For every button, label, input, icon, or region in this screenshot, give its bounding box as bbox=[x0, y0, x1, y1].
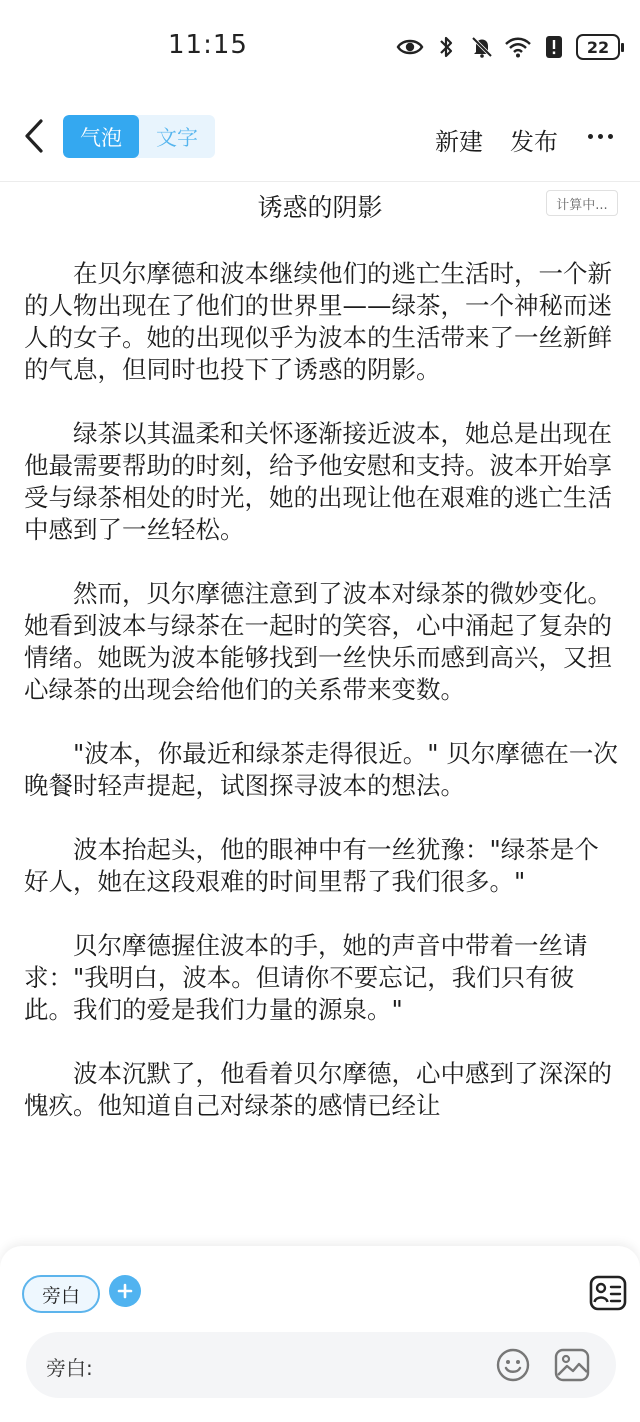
image-icon bbox=[554, 1348, 590, 1382]
bell-muted-icon bbox=[468, 33, 496, 61]
new-button[interactable]: 新建 bbox=[435, 128, 483, 156]
status-icons bbox=[396, 32, 620, 62]
cast-list-button[interactable] bbox=[588, 1274, 628, 1312]
status-time: 11:15 bbox=[168, 30, 248, 60]
paragraph: 波本沉默了，他看着贝尔摩德，心中感到了深深的愧疚。他知道自己对绿茶的感情已经让 bbox=[24, 1059, 612, 1120]
cast-list-icon bbox=[589, 1275, 627, 1311]
plus-icon bbox=[117, 1283, 133, 1299]
input-role-label: 旁白: bbox=[46, 1356, 93, 1380]
tab-text[interactable]: 文字 bbox=[156, 125, 198, 150]
paragraph: 绿茶以其温柔和关怀逐渐接近波本，她总是出现在他最需要帮助的时刻，给予他安慰和支持。波本开始享受与绿茶相处的时光，她的出现让他在艰难的逃亡生活中感到了一丝轻松。 bbox=[24, 419, 612, 544]
top-toolbar bbox=[0, 96, 640, 182]
tab-bubble[interactable]: 气泡 bbox=[63, 115, 139, 158]
more-horizontal-icon[interactable] bbox=[584, 120, 616, 152]
alert-icon bbox=[540, 33, 568, 61]
paragraph: 波本抬起头，他的眼神中有一丝犹豫："绿茶是个好人，她在这段艰难的时间里帮了我们很多。" bbox=[24, 835, 599, 896]
battery-level: 22 bbox=[586, 37, 610, 57]
page-title: 诱惑的阴影 bbox=[257, 193, 383, 222]
paragraph: 在贝尔摩德和波本继续他们的逃亡生活时，一个新的人物出现在了他们的世界里——绿茶，一个神秘而迷人的女子。她的出现似乎为波本的生活带来了一丝新鲜的气息，但同时也投下了诱惑的阴影。 bbox=[24, 259, 612, 384]
back-button[interactable] bbox=[14, 116, 54, 156]
smiley-icon bbox=[496, 1348, 530, 1382]
wifi-icon bbox=[504, 33, 532, 61]
image-button[interactable] bbox=[553, 1347, 591, 1383]
paragraph: 贝尔摩德握住波本的手，她的声音中带着一丝请求："我明白，波本。但请你不要忘记，我们只有彼此。我们的爱是我们力量的源泉。" bbox=[24, 931, 588, 1024]
bluetooth-icon bbox=[432, 33, 460, 61]
status-badge: 计算中... bbox=[546, 190, 618, 216]
composer-panel bbox=[0, 1246, 640, 1422]
mode-tabs bbox=[63, 115, 215, 158]
story-content bbox=[24, 258, 620, 1244]
role-chip-narrator[interactable]: 旁白 bbox=[22, 1275, 100, 1313]
add-role-button[interactable] bbox=[109, 1275, 141, 1307]
status-bar bbox=[0, 0, 640, 96]
message-input-bar bbox=[26, 1332, 616, 1398]
eye-icon bbox=[396, 33, 424, 61]
paragraph: "波本，你最近和绿茶走得很近。" 贝尔摩德在一次晚餐时轻声提起，试图探寻波本的想法。 bbox=[24, 739, 618, 800]
battery-icon bbox=[576, 34, 620, 60]
paragraph: 然而，贝尔摩德注意到了波本对绿茶的微妙变化。她看到波本与绿茶在一起时的笑容，心中涌起了复杂的情绪。她既为波本能够找到一丝快乐而感到高兴，又担心绿茶的出现会给他们的关系带来变数。 bbox=[24, 579, 612, 704]
emoji-button[interactable] bbox=[495, 1347, 531, 1383]
message-input[interactable] bbox=[106, 1344, 486, 1386]
chevron-left-icon bbox=[23, 118, 45, 154]
publish-button[interactable]: 发布 bbox=[510, 128, 558, 156]
